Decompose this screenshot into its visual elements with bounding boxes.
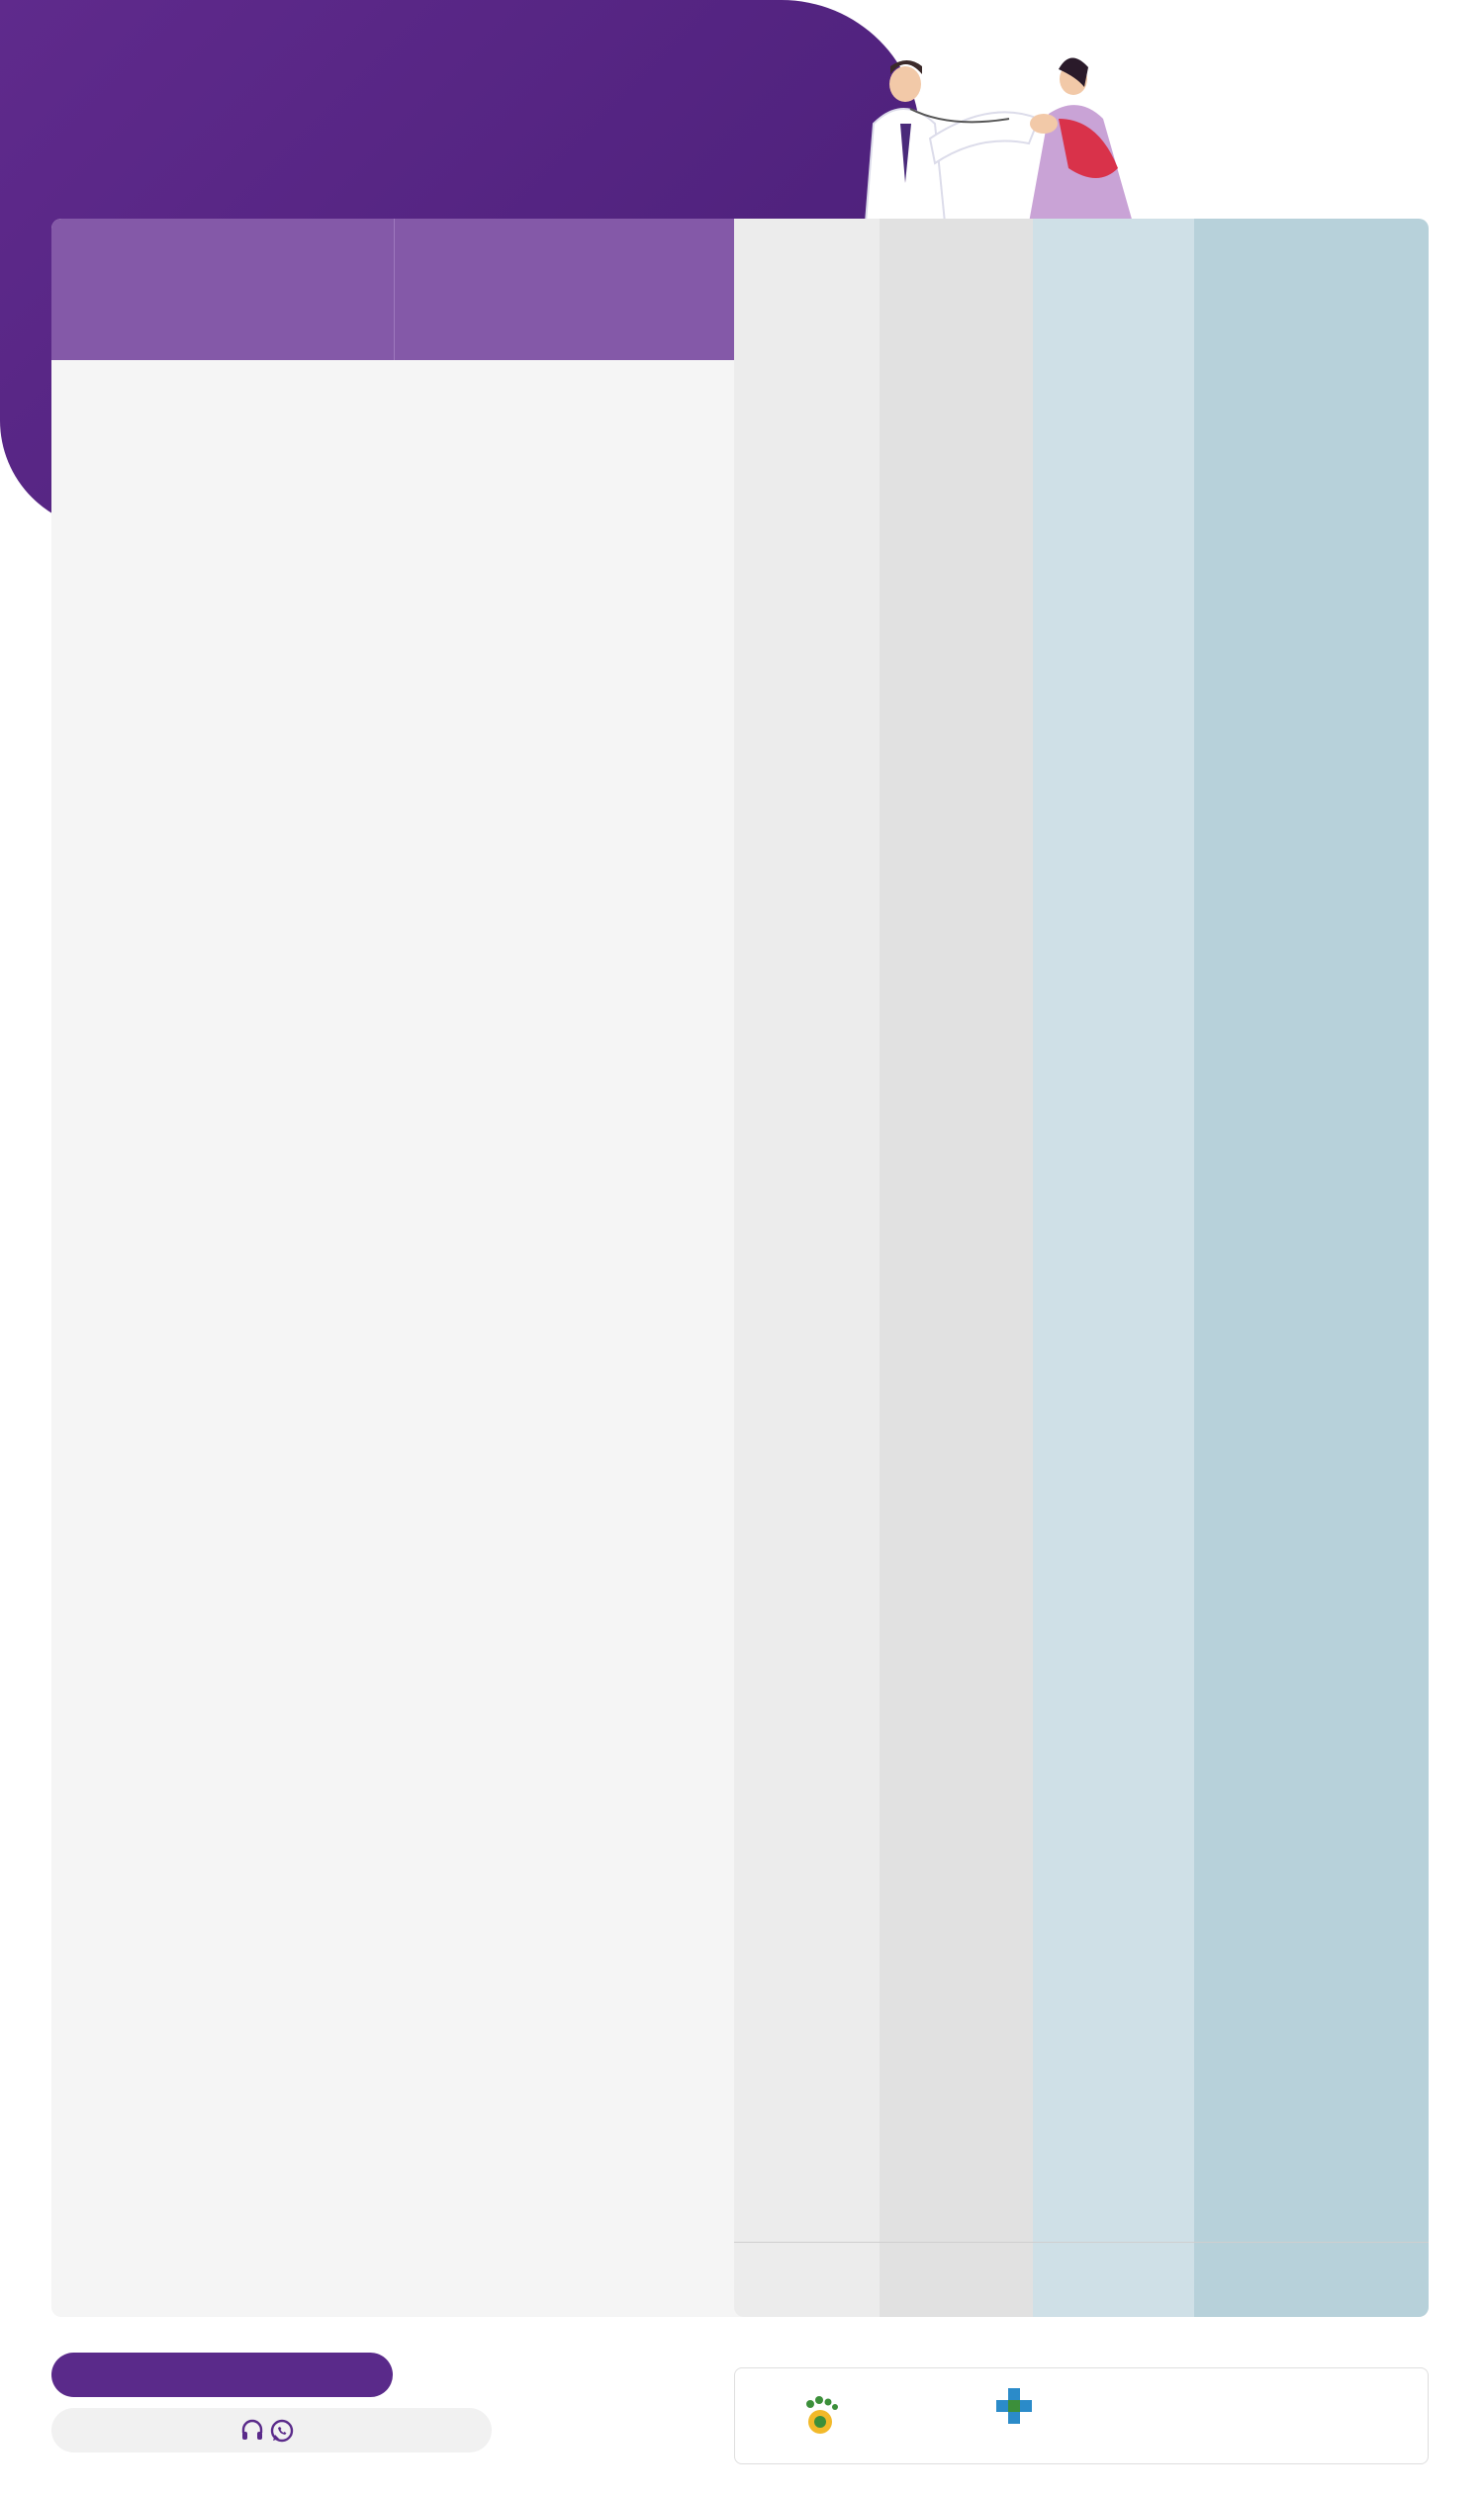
whatsapp-icon <box>269 2418 295 2444</box>
header-exams <box>394 219 734 360</box>
plan-header-super <box>1033 219 1194 360</box>
plan-header-ampliado <box>880 219 1033 360</box>
website-button[interactable] <box>51 2353 393 2397</box>
headset-icon <box>239 2418 265 2444</box>
price-super <box>1033 2242 1194 2317</box>
plan-header-basico <box>734 219 880 360</box>
header-diseases <box>51 219 394 360</box>
price-row <box>734 2242 1429 2317</box>
price-basico <box>734 2242 880 2317</box>
footer-box <box>734 2367 1429 2464</box>
column-basico-background <box>734 219 880 2317</box>
column-super-background <box>1033 219 1194 2317</box>
doctor-mother-illustration <box>831 49 1187 223</box>
price-ampliado <box>880 2242 1033 2317</box>
price-top <box>1194 2242 1429 2317</box>
column-top-background <box>1194 219 1429 2317</box>
plan-header-top <box>1194 219 1429 360</box>
pntn-logo <box>804 2388 963 2448</box>
minsaude-logo <box>973 2386 1062 2450</box>
health-cross-icon <box>994 2386 1034 2426</box>
footprint-icon <box>804 2394 840 2438</box>
phone-button[interactable] <box>51 2408 492 2452</box>
column-ampliado-background <box>880 219 1033 2317</box>
